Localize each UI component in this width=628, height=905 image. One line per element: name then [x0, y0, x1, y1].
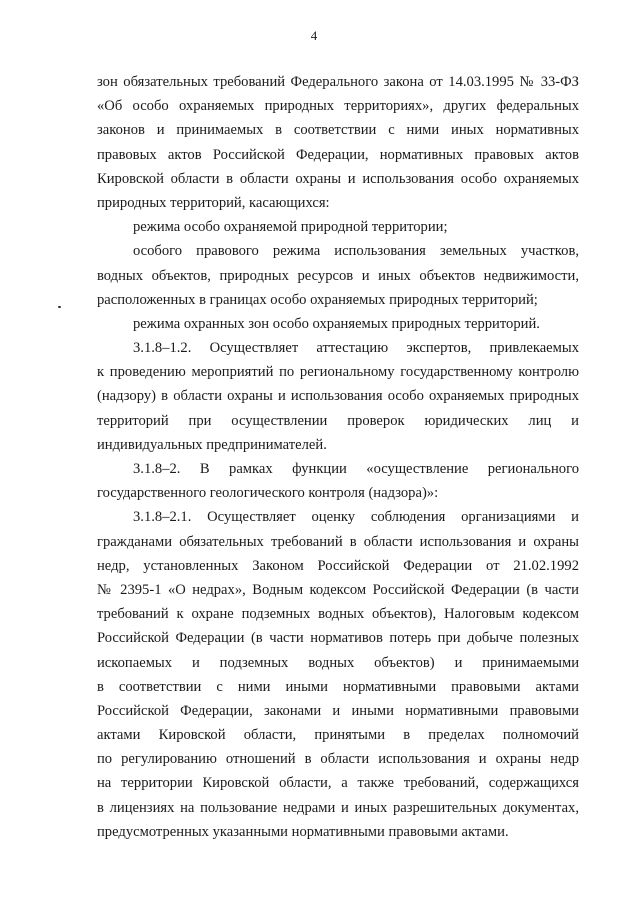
text-line: предусмотренных указанными нормативными правовыми актами.: [97, 823, 509, 840]
text-line: в соответствии с ними иными нормативными правовыми актами: [97, 678, 579, 695]
scan-artifact-mark: [58, 306, 61, 308]
page-number: 4: [310, 28, 318, 43]
text-line: Российской Федерации (в части нормативов потерь при добыче полезных: [97, 630, 579, 647]
text-line: 3.1.8–2. В рамках функции «осуществление регионального: [133, 461, 579, 477]
paragraph: [97, 70, 579, 215]
paragraph: [97, 215, 579, 239]
paragraph: [97, 457, 579, 505]
text-line: правовых актов Российской Федерации, нормативных правовых актов: [97, 146, 579, 163]
text-line: требований к охране подземных водных объектов), Налоговым кодексом: [97, 606, 579, 623]
text-line: зон обязательных требований Федерального закона от 14.03.1995 № 33-ФЗ: [97, 74, 579, 90]
text-line: водных объектов, природных ресурсов и иных объектов недвижимости,: [97, 267, 579, 284]
text-line: расположенных в границах особо охраняемых природных территорий;: [97, 291, 538, 308]
text-line: актами Кировской области, принятыми в пределах полномочий: [97, 727, 579, 744]
text-line: территорий при осуществлении проверок юридических лиц и: [97, 412, 579, 429]
text-line: 3.1.8–2.1. Осуществляет оценку соблюдения организациями и: [133, 509, 579, 526]
paragraph: [97, 239, 579, 312]
text-line: «Об особо охраняемых природных территориях», других федеральных: [97, 98, 579, 115]
text-line: Российской Федерации, законами и иными нормативными правовыми: [97, 702, 579, 719]
text-line: природных территорий, касающихся:: [97, 194, 330, 211]
text-line: по регулированию отношений в области использования и охраны недр: [97, 751, 579, 768]
text-line: индивидуальных предпринимателей.: [97, 436, 327, 453]
text-line: в лицензиях на пользование недрами и иных разрешительных документах,: [97, 799, 579, 816]
text-line: особого правового режима использования земельных участков,: [133, 243, 579, 260]
text-line: к проведению мероприятий по региональному государственному контролю: [97, 364, 579, 381]
text-line: недр, установленных Законом Российской Федерации от 21.02.1992: [97, 557, 579, 574]
text-line: (надзору) в области охраны и использования особо охраняемых природных: [97, 388, 579, 405]
text-line: режима особо охраняемой природной территории;: [133, 219, 448, 236]
text-line: на территории Кировской области, а также требований, содержащихся: [97, 775, 579, 792]
text-line: № 2395-1 «О недрах», Водным кодексом Российской Федерации (в части: [97, 581, 579, 598]
text-line: ископаемых и подземных водных объектов) и принимаемыми: [97, 654, 579, 671]
text-line: законов и принимаемых в соответствии с ними иных нормативных: [97, 122, 579, 139]
paragraph: [97, 505, 579, 844]
text-line: 3.1.8–1.2. Осуществляет аттестацию экспертов, привлекаемых: [133, 340, 579, 357]
paragraph: [97, 336, 579, 457]
text-line: гражданами обязательных требований в области использования и охраны: [97, 533, 579, 550]
text-line: режима охранных зон особо охраняемых природных территорий.: [133, 315, 540, 332]
document-body: [97, 70, 579, 844]
text-line: государственного геологического контроля (надзора)»:: [97, 485, 439, 502]
text-line: Кировской области в области охраны и использования особо охраняемых: [97, 170, 579, 187]
paragraph: [97, 312, 579, 336]
